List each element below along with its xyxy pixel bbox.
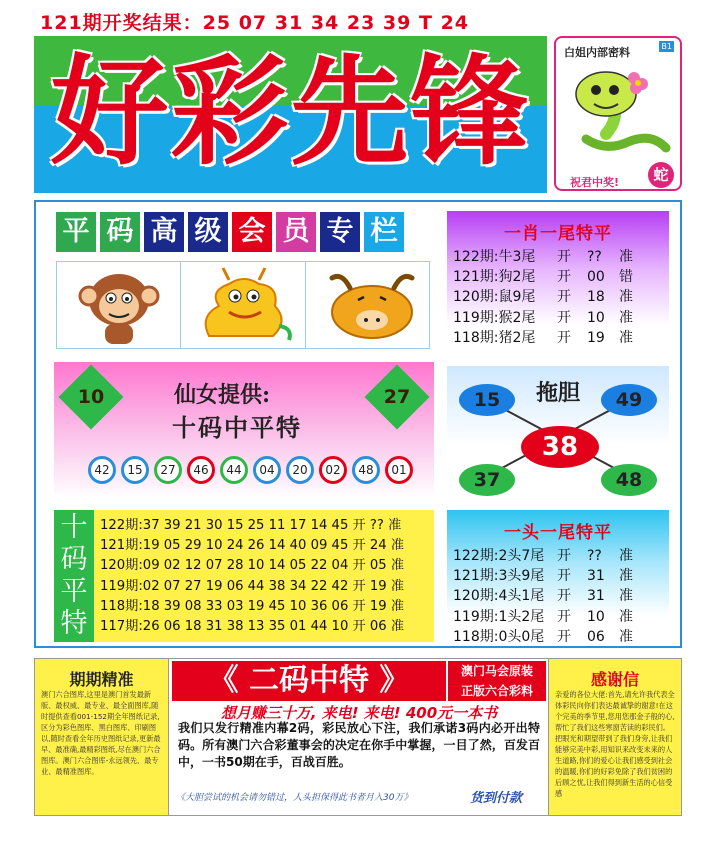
zodiac-badge: 蛇 <box>648 162 674 188</box>
snake-card-wish: 祝君中奖! <box>570 176 620 189</box>
member-bar-char: 员 <box>276 212 316 252</box>
history-row: 120期:4头1尾 开 31 准 <box>453 588 633 605</box>
left-notice-title: 期期精准 <box>69 670 134 689</box>
draw-result-line: 121期开奖结果：25 07 31 34 23 39 T 24 <box>40 12 470 34</box>
history-row: 118期:0头0尾 开 06 准 <box>453 628 633 645</box>
history-row: 122期:37 39 21 30 15 25 11 17 14 45 开 ?? 准 <box>100 518 402 533</box>
ball-row <box>88 456 413 484</box>
member-bar-char: 专 <box>320 212 360 252</box>
left-notice-body: 澳门六合图库,这里是澳门首发最新版、最权威、最专业、最全面图库,随时提供查看001-152期全年图纸记录,区分为彩色图库、黑白图库、印刷图以,随时查看全年历史图纸记录,更新最早、最准确,最精彩图纸,尽在澳门六合图库。澳门六合图库-永远领先、最专业、最精准图库。 <box>41 690 161 776</box>
snake-card <box>554 36 682 191</box>
tuodan-center-number: 38 <box>521 426 599 468</box>
ten-code-provider: 仙女提供: <box>174 382 271 408</box>
history-row: 121期:19 05 29 10 24 26 14 40 09 45 开 24 准 <box>100 538 405 554</box>
thank-you-title: 感谢信 <box>590 670 639 689</box>
ten-code-box <box>54 362 434 498</box>
ad-footnote: 《大胆尝试的机会请勿错过，人头担保得此书者月入30万》 <box>176 793 413 803</box>
member-bar-char: 高 <box>144 212 184 252</box>
member-bar-char: 码 <box>100 212 140 252</box>
number-ball: 04 <box>253 456 281 484</box>
member-column-bar <box>56 212 404 252</box>
snake-card-tag: B1 <box>661 42 672 51</box>
member-bar-char: 栏 <box>364 212 404 252</box>
tuodan-number: 49 <box>601 384 657 416</box>
label-char: 码 <box>60 544 88 575</box>
left-diamond-number: 10 <box>77 386 105 408</box>
number-ball: 15 <box>121 456 149 484</box>
snake-card-title: 白姐内部密料 <box>564 46 630 59</box>
number-ball: 20 <box>286 456 314 484</box>
tuodan-number: 48 <box>601 464 657 496</box>
cash-on-delivery-label: 货到付款 <box>470 791 523 806</box>
history-row: 120期:鼠9尾 开 18 准 <box>453 289 633 306</box>
history-row: 121期:狗2尾 开 00 错 <box>453 269 633 286</box>
animal-cell <box>181 262 305 348</box>
thank-you-letter <box>548 658 682 816</box>
tuodan-number: 15 <box>459 384 515 416</box>
member-bar-char: 平 <box>56 212 96 252</box>
ad-title: 《 二码中特 》 <box>172 661 446 701</box>
zodiac-tail-title: 一肖一尾特平 <box>504 224 612 244</box>
banner <box>34 36 547 193</box>
history-row: 122期:2头7尾 开 ?? 准 <box>453 548 633 564</box>
tuodan-title: 拖胆 <box>535 380 580 406</box>
history-row: 119期:猴2尾 开 10 准 <box>453 309 633 326</box>
history-row: 117期:26 06 18 31 38 13 35 01 44 10 开 06 准 <box>100 619 405 635</box>
ox-icon <box>314 266 422 346</box>
monkey-icon <box>65 266 173 346</box>
ten-code-label <box>54 510 94 642</box>
thank-you-body: 亲爱的各位大佬:首先,请允许我代表全体彩民向你们表达最诚挚的谢意!在这个完美的季节里,您用您那金子般的心,帮忙了我们这些寒窗苦读的彩民们。把眼光和期望带到了我们身旁,让我们能够完美中彩,用知识来改变未来的人生道路,你们的爱心让我们感受到社会的温暖,你们的好彩免除了我们贫困的后顾之忧,让我们得到新生活的心信受感 <box>555 690 675 798</box>
history-row: 119期:1头2尾 开 10 准 <box>453 608 633 625</box>
number-ball: 48 <box>352 456 380 484</box>
zodiac-tail-rows <box>453 247 633 348</box>
ten-code-heading: 十码中平特 <box>172 413 302 442</box>
number-ball: 42 <box>88 456 116 484</box>
ad-slogan: 想月赚三十万, 来电! 来电! 400元一本书 <box>220 704 498 722</box>
left-notice <box>34 658 169 816</box>
snake-icon <box>566 64 674 154</box>
ten-code-rows <box>100 516 404 637</box>
number-ball: 44 <box>220 456 248 484</box>
label-char: 十 <box>60 512 88 543</box>
banner-title: 好彩先锋 <box>50 42 531 181</box>
animal-cell <box>57 262 181 348</box>
ten-code-history <box>54 510 434 642</box>
number-ball: 27 <box>154 456 182 484</box>
label-char: 平 <box>60 576 88 607</box>
history-row: 120期:09 02 12 07 28 10 14 05 22 04 开 05 准 <box>100 558 405 574</box>
member-bar-char: 级 <box>188 212 228 252</box>
head-tail-box <box>447 510 669 645</box>
tuodan-number: 37 <box>459 464 515 496</box>
zodiac-animals-strip <box>56 261 430 349</box>
ad-body: 我们只发行精准内幕2码，彩民放心下注，我们承诺3码内必开出特码。所有澳门六合彩董事会的决定在你手中掌握，一目了然，百发百中，一书50期在手，百战百胜。 <box>178 721 540 769</box>
label-char: 特 <box>60 608 88 639</box>
ad-side-label: 正版六合彩料 <box>448 681 546 701</box>
history-row: 122期:牛3尾 开 ?? 准 <box>453 249 633 265</box>
ad-side-label: 澳门马会原装 <box>448 661 546 681</box>
history-row: 118期:18 39 08 33 03 19 45 10 36 06 开 19 准 <box>100 598 405 614</box>
number-ball: 01 <box>385 456 413 484</box>
history-row: 119期:02 07 27 19 06 44 38 34 22 42 开 19 准 <box>100 578 405 594</box>
member-bar-char: 会 <box>232 212 272 252</box>
number-ball: 02 <box>319 456 347 484</box>
number-ball: 46 <box>187 456 215 484</box>
animal-cell <box>306 262 429 348</box>
dragon-icon <box>189 266 297 346</box>
head-tail-title: 一头一尾特平 <box>504 523 612 543</box>
tuodan-box <box>447 366 669 498</box>
head-tail-rows <box>453 546 633 647</box>
zodiac-tail-box <box>447 211 669 353</box>
right-diamond-number: 27 <box>383 386 411 408</box>
history-row: 118期:猪2尾 开 19 准 <box>453 329 633 346</box>
history-row: 121期:3头9尾 开 31 准 <box>453 568 633 585</box>
